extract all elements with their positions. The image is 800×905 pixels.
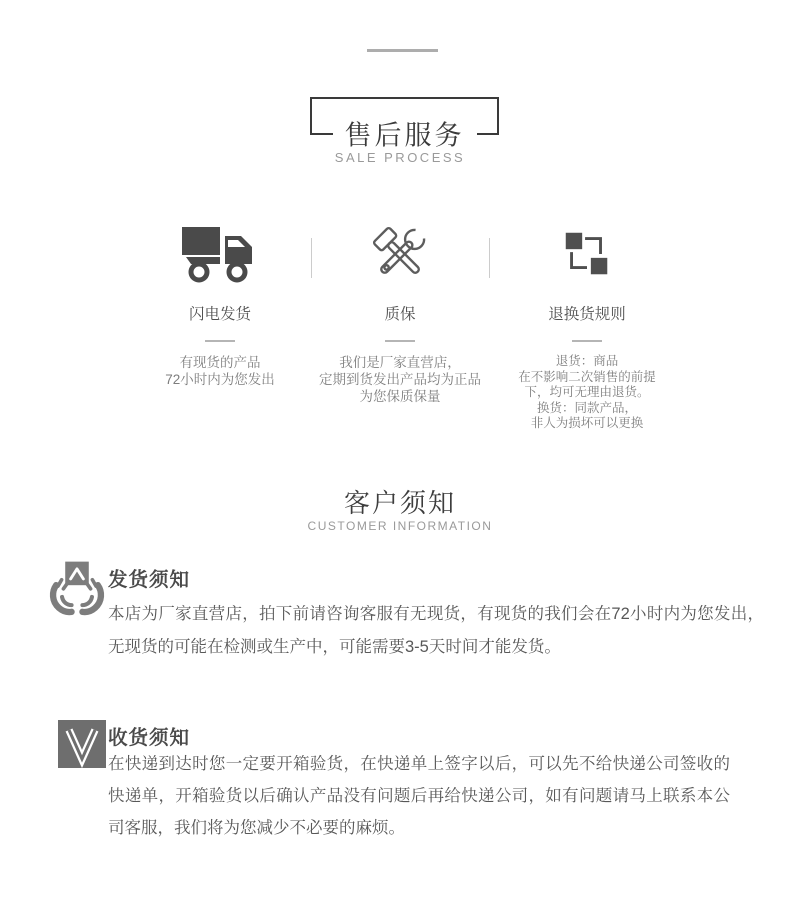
service-label: 退换货规则 — [548, 306, 626, 323]
notice-body-shipping: 本店为厂家直营店，拍下前请咨询客服有无现货，有现货的我们会在72小时内为您发出，无现货的可能在检测或生产中，可能需要3-5天时间才能发货。 — [108, 605, 764, 656]
service-column-fast-shipping — [120, 218, 320, 388]
truck-icon — [120, 218, 320, 290]
label-underline — [385, 340, 415, 342]
service-desc-line: 我们是厂家直营店， — [339, 355, 461, 370]
service-desc-line: 下，均可无理由退货。 — [524, 385, 650, 399]
v-box-icon — [58, 720, 106, 775]
notice-title-shipping: 发货须知 — [108, 569, 191, 591]
service-desc-line: 定期到货发出产品均为正品 — [319, 372, 481, 387]
service-desc-line: 退货：商品 — [555, 354, 619, 368]
exchange-icon — [489, 218, 685, 290]
label-underline — [572, 340, 602, 342]
service-desc-line: 72小时内为您发出 — [165, 372, 275, 387]
section-title-box — [310, 97, 499, 151]
customer-info-title: 客户须知 — [343, 488, 456, 518]
section-subtitle: SALE PROCESS — [334, 150, 466, 165]
service-desc-line: 换货：同款产品， — [536, 400, 637, 415]
notice-title-receiving: 收货须知 — [108, 727, 191, 749]
top-divider-line — [367, 49, 438, 52]
section-title: 售后服务 — [333, 114, 477, 153]
service-desc-line: 非人为损坏可以更换 — [530, 416, 644, 430]
service-label: 质保 — [384, 306, 416, 323]
vertical-divider — [311, 238, 312, 278]
customer-info-subtitle: CUSTOMER INFORMATION — [307, 519, 493, 533]
service-label: 闪电发货 — [188, 306, 251, 323]
service-desc-line: 有现货的产品 — [179, 355, 261, 370]
service-column-returns — [489, 218, 685, 432]
hands-box-icon — [48, 556, 106, 623]
service-desc-line: 为您保质保量 — [359, 389, 441, 404]
service-column-warranty — [314, 218, 486, 405]
tools-icon — [314, 218, 486, 290]
service-desc-line: 在不影响二次销售的前提 — [518, 369, 656, 384]
notice-body-receiving: 在快递到达时您一定要开箱验货，在快递单上签字以后，可以先不给快递公司签收的快递单，开箱验货以后确认产品没有问题后再给快递公司，如有问题请马上联系本公司客服，我们将为您减少不必要的麻烦。 — [108, 755, 730, 837]
label-underline — [205, 340, 235, 342]
